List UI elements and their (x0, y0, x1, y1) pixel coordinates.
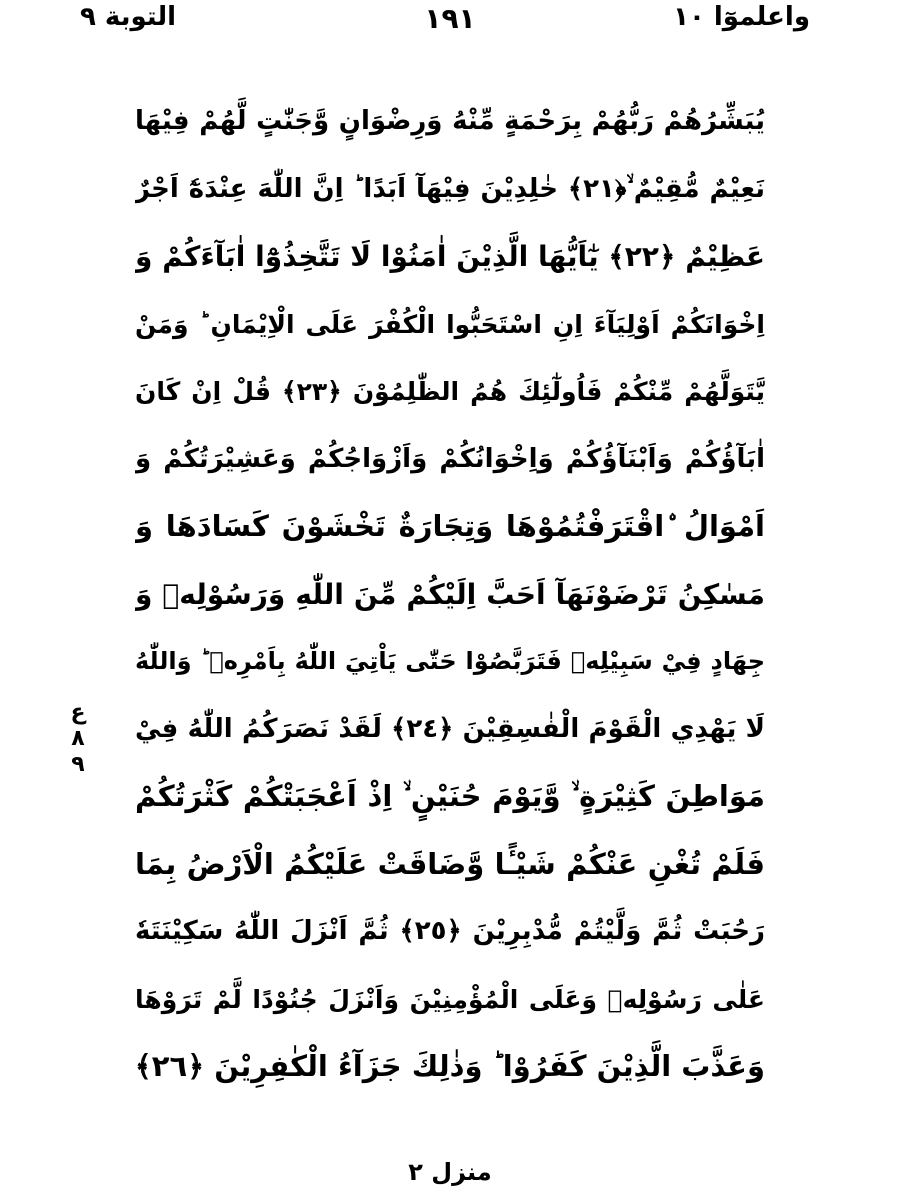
page-number: ١٩١ (424, 2, 476, 35)
text-line-15: وَعَذَّبَ الَّذِيْنَ كَفَرُوْا ؕ وَذٰلِكَ جَزَآءُ الْكٰفِرِيْنَ ﴿٢٦﴾ (135, 1049, 765, 1083)
manzil-footer: منزل ٢ (408, 1158, 492, 1186)
juz-name-header: واعلموٓا ١٠ (673, 2, 810, 32)
text-line-5: يَّتَوَلَّهُمْ مِّنْكُمْ فَاُولٰٓئِكَ هُمُ الظّٰلِمُوْنَ ﴿٢٣﴾ قُلْ اِنْ كَانَ (135, 377, 765, 406)
ruku-count: ٩ (71, 752, 85, 777)
text-line-7: اَمْوَالُ ۨاقْتَرَفْتُمُوْهَا وَتِجَارَةٌ تَخْشَوْنَ كَسَادَهَا وَ (135, 509, 765, 543)
text-line-9: جِهَادٍ فِيْ سَبِيْلِهٖ فَتَرَبَّصُوْا حَتّٰى يَاْتِيَ اللّٰهُ بِاَمْرِهٖ ؕ وَاللّٰهُ (135, 647, 765, 675)
ruku-number: ٨ (71, 726, 85, 751)
quran-text-block (135, 88, 765, 1101)
text-line-14: عَلٰى رَسُوْلِهٖ وَعَلَى الْمُؤْمِنِيْنَ وَاَنْزَلَ جُنُوْدًا لَّمْ تَرَوْهَا (135, 984, 765, 1014)
ruku-symbol: ع (70, 700, 86, 725)
text-line-8: مَسٰكِنُ تَرْضَوْنَهَآ اَحَبَّ اِلَيْكُمْ مِّنَ اللّٰهِ وَرَسُوْلِهٖ وَ (135, 577, 765, 611)
text-line-12: فَلَمْ تُغْنِ عَنْكُمْ شَيْـًٔا وَّضَاقَتْ عَلَيْكُمُ الْاَرْضُ بِمَا (135, 846, 765, 881)
text-line-4: اِخْوَانَكُمْ اَوْلِيَآءَ اِنِ اسْتَحَبُّوا الْكُفْرَ عَلَى الْاِيْمَانِ ؕ وَمَنْ (135, 309, 765, 339)
text-line-11: مَوَاطِنَ كَثِيْرَةٍ ۙ وَّيَوْمَ حُنَيْنٍ ۙ اِذْ اَعْجَبَتْكُمْ كَثْرَتُكُمْ (135, 779, 765, 813)
surah-name-header: التوبة ٩ (80, 2, 177, 32)
text-line-13: رَحُبَتْ ثُمَّ وَلَّيْتُمْ مُّدْبِرِيْنَ ﴿٢٥﴾ ثُمَّ اَنْزَلَ اللّٰهُ سَكِيْنَتَهٗ (135, 916, 765, 946)
ruku-margin-mark (58, 700, 98, 778)
text-line-10: لَا يَهْدِي الْقَوْمَ الْفٰسِقِيْنَ ﴿٢٤﴾ لَقَدْ نَصَرَكُمُ اللّٰهُ فِيْ (135, 713, 765, 744)
text-line-1: يُبَشِّرُهُمْ رَبُّهُمْ بِرَحْمَةٍ مِّنْهُ وَرِضْوَانٍ وَّجَنّٰتٍ لَّهُمْ فِيْهَا (135, 106, 765, 136)
page-header (0, 2, 900, 42)
text-line-3: عَظِيْمٌ ﴿٢٢﴾ يٰٓاَيُّهَا الَّذِيْنَ اٰمَنُوْا لَا تَتَّخِذُوْٓا اٰبَآءَكُمْ وَ (135, 240, 765, 273)
text-line-2: نَعِيْمٌ مُّقِيْمٌ ۙ﴿٢١﴾ خٰلِدِيْنَ فِيْهَآ اَبَدًا ؕ اِنَّ اللّٰهَ عِنْدَهٗٓ اَجْرٌ (135, 173, 765, 204)
text-line-6: اٰبَآؤُكُمْ وَاَبْنَآؤُكُمْ وَاِخْوَانُكُمْ وَاَزْوَاجُكُمْ وَعَشِيْرَتُكُمْ وَ (135, 443, 765, 474)
